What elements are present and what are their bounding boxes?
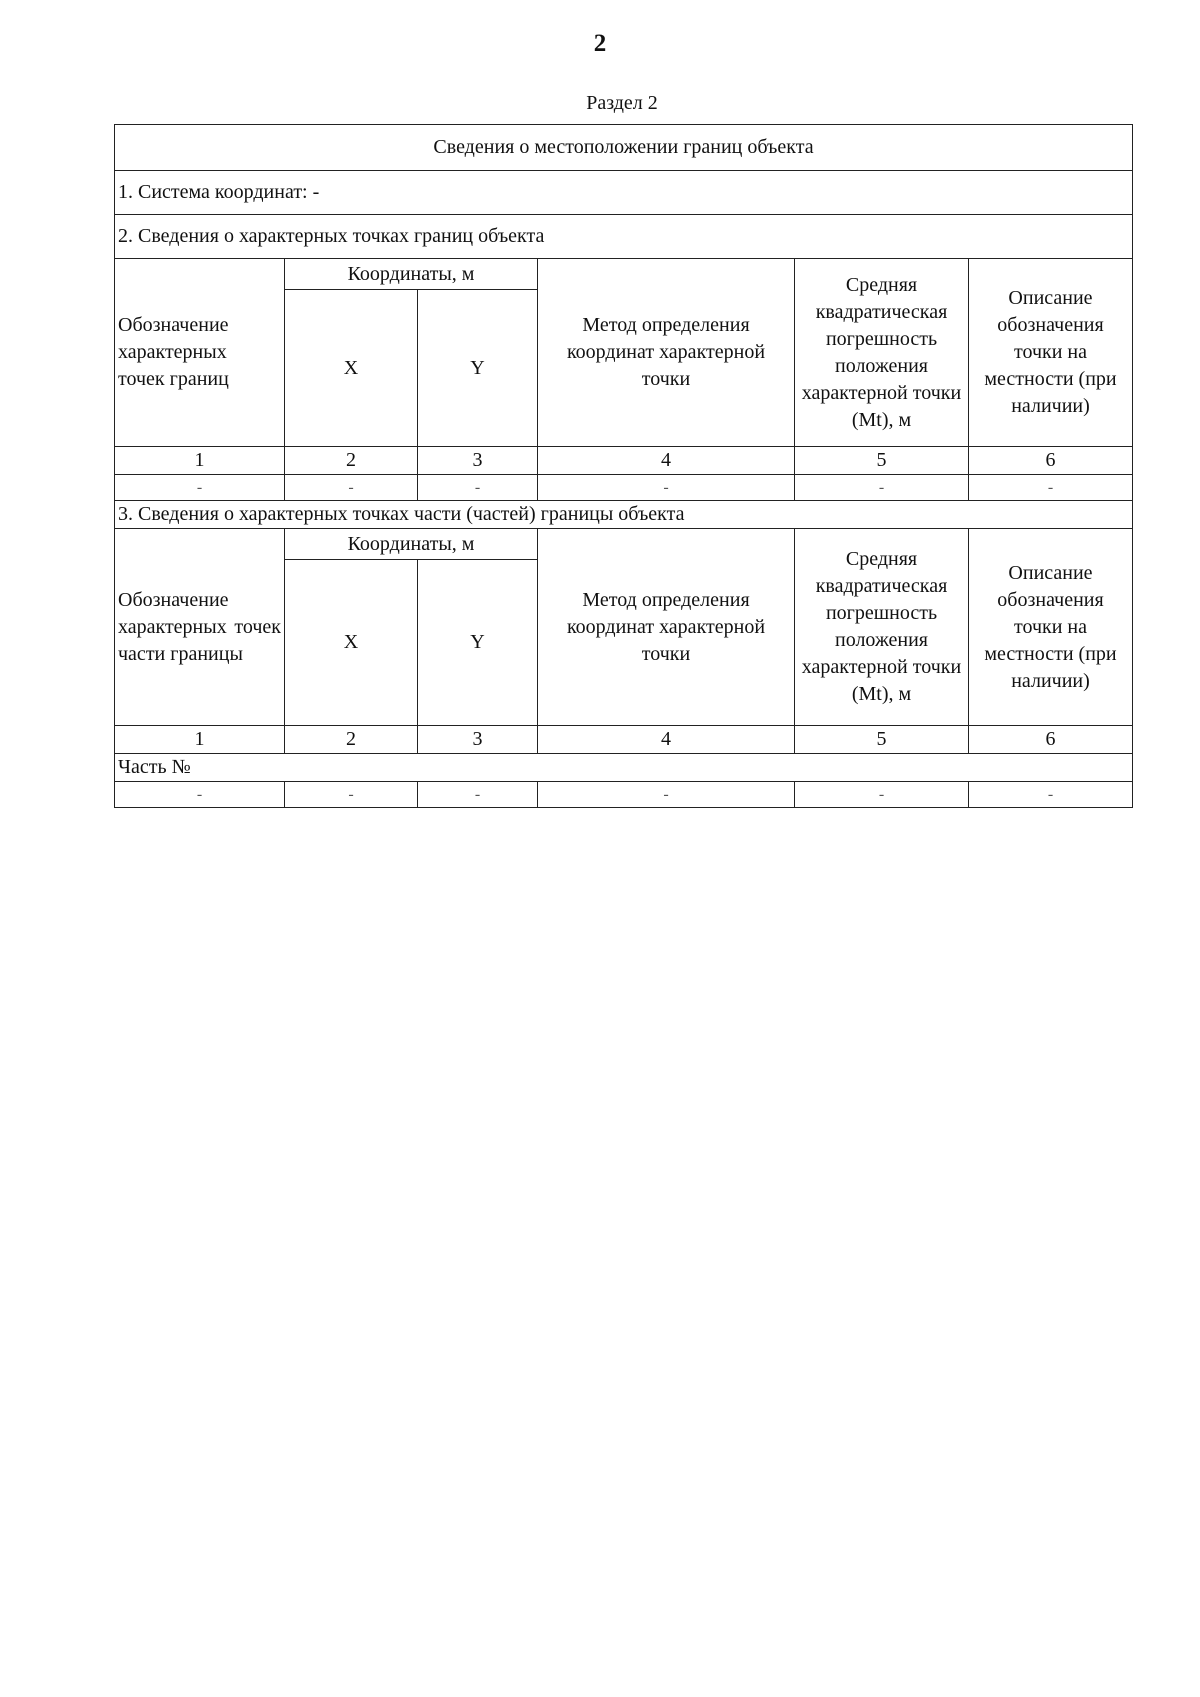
boundary-table	[114, 124, 1133, 808]
header-x: X	[285, 290, 418, 447]
cell-empty: -	[795, 475, 969, 501]
header-y: Y	[418, 560, 538, 726]
cell-empty: -	[538, 782, 795, 808]
header-description: Описание обозначения точки на местности (при наличии)	[969, 259, 1133, 447]
col-number: 4	[538, 447, 795, 475]
header-coordinates: Координаты, м	[285, 259, 538, 290]
cell-empty: -	[418, 782, 538, 808]
cell-empty: -	[115, 475, 285, 501]
cell-empty: -	[795, 782, 969, 808]
col-number: 6	[969, 447, 1133, 475]
header-method: Метод определения координат характерной точки	[538, 259, 795, 447]
page-number: 2	[593, 30, 607, 57]
table-caption: Сведения о местоположении границ объекта	[115, 125, 1133, 171]
cell-empty: -	[285, 475, 418, 501]
cell-empty: -	[285, 782, 418, 808]
header-y: Y	[418, 290, 538, 447]
header-rmse: Средняя квадратическая погрешность положения характерной точки (Mt), м	[795, 259, 969, 447]
column-number-row	[115, 726, 1133, 754]
cell-empty: -	[969, 475, 1133, 501]
coord-system-row: 1. Система координат: -	[115, 171, 1133, 215]
col-number: 2	[285, 726, 418, 754]
table-row	[115, 782, 1133, 808]
header-description: Описание обозначения точки на местности (при наличии)	[969, 529, 1133, 726]
col-number: 1	[115, 447, 285, 475]
header-coordinates: Координаты, м	[285, 529, 538, 560]
header-x: X	[285, 560, 418, 726]
part-label: Часть №	[115, 754, 1133, 782]
cell-empty: -	[969, 782, 1133, 808]
column-number-row	[115, 447, 1133, 475]
col-number: 1	[115, 726, 285, 754]
section-title: Раздел 2	[586, 92, 658, 114]
cell-empty: -	[538, 475, 795, 501]
col-number: 3	[418, 447, 538, 475]
col-number: 5	[795, 726, 969, 754]
col-number: 4	[538, 726, 795, 754]
cell-empty: -	[115, 782, 285, 808]
section3-title: 3. Сведения о характерных точках части (частей) границы объекта	[115, 501, 1133, 529]
col-number: 3	[418, 726, 538, 754]
cell-empty: -	[418, 475, 538, 501]
table-row	[115, 475, 1133, 501]
section2-title: 2. Сведения о характерных точках границ объекта	[115, 215, 1133, 259]
col-number: 6	[969, 726, 1133, 754]
header-part-point-designation: Обозначение характерных точек части границы	[115, 529, 285, 726]
header-rmse: Средняя квадратическая погрешность положения характерной точки (Mt), м	[795, 529, 969, 726]
col-number: 2	[285, 447, 418, 475]
header-point-designation: Обозначение характерных точек границ	[115, 259, 285, 447]
header-method: Метод определения координат характерной точки	[538, 529, 795, 726]
col-number: 5	[795, 447, 969, 475]
